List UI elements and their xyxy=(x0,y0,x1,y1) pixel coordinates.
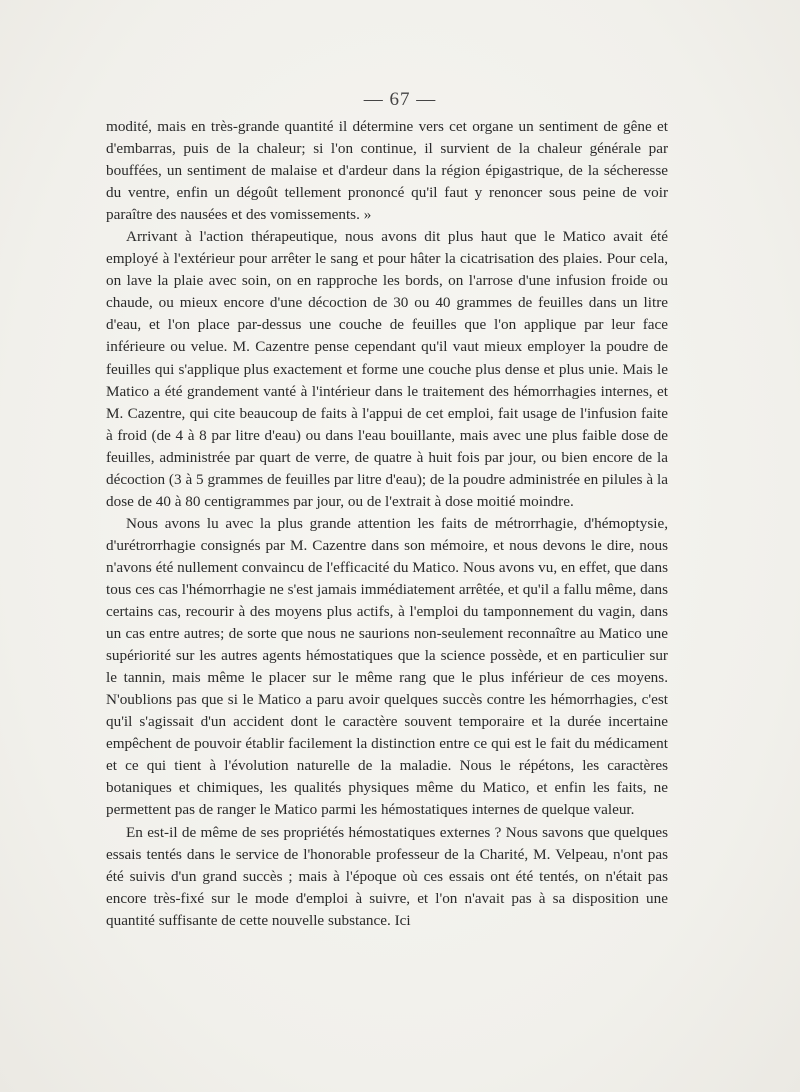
paragraph-1: modité, mais en très-grande quantité il détermine vers cet organe un sentiment de gêne et d'embarras, puis de la chaleur; si l'on continue, il survient de la chaleur générale par bouffées, un sentiment de malaise et d'ardeur dans la région épigastrique, de la sécheresse du ventre, enfin un dégoût tellement prononcé qu'il faut y renoncer sous peine de voir paraître des nausées et des vomissements. » xyxy=(106,118,668,224)
body-text xyxy=(106,116,668,932)
paragraph-2: Arrivant à l'action thérapeutique, nous avons dit plus haut que le Matico avait été employé à l'extérieur pour arrêter le sang et pour hâter la cicatrisation des plaies. Pour cela, on lave la plaie avec soin, on en rapproche les bords, on l'arrose d'une infusion froide ou chaude, ou mieux encore d'une décoction de 30 ou 40 grammes de feuilles dans un litre d'eau, et l'on place par-dessus une couche de feuilles que l'on applique par leur face inférieure ou velue. M. Cazentre pense cependant qu'il vaut mieux employer la poudre de feuilles qui s'applique plus exactement et forme une couche plus dense et plus unie. Mais le Matico a été grandement vanté à l'intérieur dans le traitement des hémorrhagies internes, et M. Cazentre, qui cite beaucoup de faits à l'appui de cet emploi, fait usage de l'infusion faite à froid (de 4 à 8 par litre d'eau) ou dans l'eau bouillante, mais avec une plus faible dose de feuilles, administrée par quart de verre, de quatre à huit fois par jour, ou bien encore de la décoction (3 à 5 grammes de feuilles par litre d'eau); de la poudre administrée en pilules à la dose de 40 à 80 centigrammes par jour, ou de l'extrait à dose moitié moindre. xyxy=(106,228,668,510)
paragraph-3: Nous avons lu avec la plus grande attention les faits de métrorrhagie, d'hémoptysie, d'urétrorrhagie consignés par M. Cazentre dans son mémoire, et nous devons le dire, nous n'avons été nullement convaincu de l'efficacité du Matico. Nous avons vu, en effet, que dans tous ces cas l'hémorrhagie ne s'est jamais immédiatement arrêtée, et qu'il a fallu même, dans certains cas, recourir à des moyens plus actifs, à l'emploi du tamponnement du vagin, dans un cas entre autres; de sorte que nous ne saurions non-seulement reconnaître au Matico une supériorité sur les autres agents hémostatiques que la science possède, et en particulier sur le tannin, mais même le placer sur le même rang que le plus inférieur de ces moyens. N'oublions pas que si le Matico a paru avoir quelques succès contre les hémorrhagies, c'est qu'il s'agissait d'un accident dont le caractère souvent temporaire et la durée incertaine empêchent de pouvoir établir facilement la distinction entre ce qui est le fait du médicament et ce qui tient à l'évolution naturelle de la maladie. Nous le répétons, les caractères botaniques et chimiques, les qualités physiques même du Matico, et enfin les faits, ne permettent pas de ranger le Matico parmi les hémostatiques internes de quelque valeur. xyxy=(106,514,668,819)
paragraph-4: En est-il de même de ses propriétés hémostatiques externes ? Nous savons que quelques essais tentés dans le service de l'honorable professeur de la Charité, M. Velpeau, n'ont pas été suivis d'un grand succès ; mais à l'époque où ces essais ont été tentés, on n'était pas encore très-fixé sur le mode d'emploi à suivre, et l'on n'avait pas à sa disposition une quantité suffisante de cette nouvelle substance. Ici xyxy=(106,823,668,929)
page-number: — 67 — xyxy=(363,89,437,110)
